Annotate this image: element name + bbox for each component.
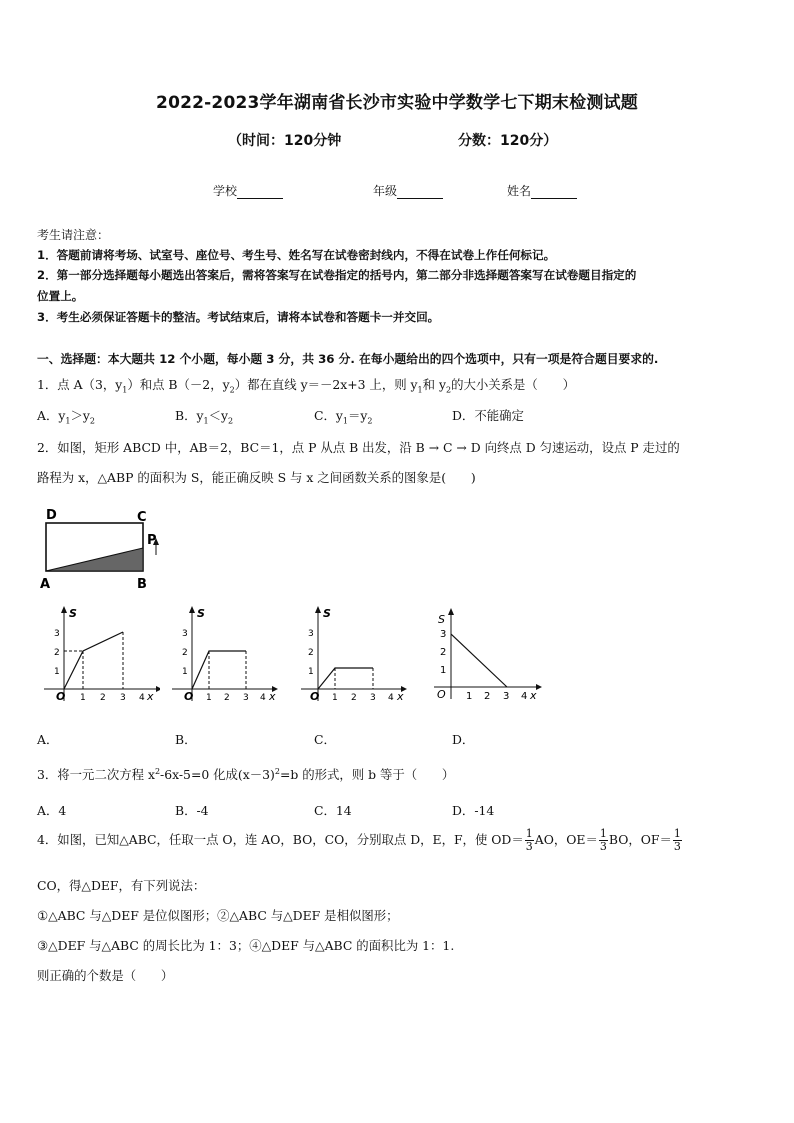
graph-option-c <box>297 605 417 705</box>
q2-option-d[interactable]: D． <box>452 732 475 747</box>
label-p: P <box>147 533 157 548</box>
exam-time: （时间：120分钟 <box>228 133 342 149</box>
svg-text:3: 3 <box>440 629 447 640</box>
q2-option-a[interactable]: A． <box>37 732 59 747</box>
grade-field <box>373 182 443 199</box>
svg-text:O: O <box>56 690 66 703</box>
svg-text:3: 3 <box>54 629 60 639</box>
question-3: 3．将一元二次方程 $x^2-6x-5=0$ 化成$(x-3)^2=b$ 的形式，则 b 等于（ ） <box>37 766 455 782</box>
label-a: A <box>40 577 51 592</box>
question-4-line3: ①△ABC 与△DEF 是位似图形；②△ABC 与△DEF 是相似图形； <box>37 908 399 923</box>
q1-option-d[interactable]: D．不能确定 <box>452 408 524 423</box>
svg-text:x: x <box>530 689 537 702</box>
svg-text:4: 4 <box>139 693 145 703</box>
svg-text:2: 2 <box>440 647 447 658</box>
notice-item: 3．考生必须保证答题卡的整洁。考试结束后，请将本试卷和答题卡一并交回。 <box>37 310 440 324</box>
svg-text:3: 3 <box>120 693 126 703</box>
school-input-line[interactable] <box>237 185 283 199</box>
graph-option-a <box>40 605 160 705</box>
q1-option-b[interactable]: B．$y_1<y_2$ <box>175 408 234 426</box>
name-input-line[interactable] <box>531 185 577 199</box>
svg-text:S: S <box>323 607 331 620</box>
q3-option-b[interactable]: B．-4 <box>175 803 209 818</box>
svg-text:O: O <box>437 688 446 701</box>
svg-text:4: 4 <box>521 691 528 702</box>
name-label: 姓名 <box>507 184 532 198</box>
svg-text:2: 2 <box>351 693 357 703</box>
svg-text:x: x <box>147 690 154 703</box>
grade-label: 年级 <box>373 184 398 198</box>
fraction-one-third: $\frac{1}{3}$ <box>525 827 533 853</box>
question-4-line2: CO，得△DEF，有下列说法： <box>37 878 206 893</box>
page-title: 2022-2023学年湖南省长沙市实验中学数学七下期末检测试题 <box>156 93 638 113</box>
svg-text:2: 2 <box>100 693 106 703</box>
svg-text:2: 2 <box>54 648 60 658</box>
question-4-line4: ③△DEF 与△ABC 的周长比为 1：3；④△DEF 与△ABC 的面积比为 1：1. <box>37 938 455 953</box>
svg-text:S: S <box>69 607 77 620</box>
notice-item: 1．答题前请将考场、试室号、座位号、考生号、姓名写在试卷密封线内，不得在试卷上作任何标记。 <box>37 248 556 262</box>
svg-text:1: 1 <box>54 667 60 677</box>
graph-option-d <box>432 605 552 705</box>
svg-text:2: 2 <box>308 648 314 658</box>
svg-text:3: 3 <box>182 629 188 639</box>
label-d: D <box>46 508 57 523</box>
svg-text:2: 2 <box>224 693 230 703</box>
svg-text:S: S <box>438 613 445 626</box>
notice-heading: 考生请注意： <box>37 228 110 242</box>
exam-score: 分数：120分） <box>458 133 558 149</box>
school-label: 学校 <box>213 184 238 198</box>
section-heading: 一、选择题：本大题共 12 个小题，每小题 3 分，共 36 分. 在每小题给出的四个选项中，只有一项是符合题目要求的. <box>37 352 659 366</box>
school-field <box>213 182 283 199</box>
svg-text:1: 1 <box>206 693 212 703</box>
q3-option-c[interactable]: C．14 <box>314 803 352 818</box>
graph-option-b <box>168 605 288 705</box>
svg-text:1: 1 <box>332 693 338 703</box>
q1-option-a[interactable]: A．$y_1>y_2$ <box>37 408 95 426</box>
label-c: C <box>137 510 147 525</box>
question-2-line1: 2．如图，矩形 ABCD 中，AB＝2，BC＝1，点 P 从点 B 出发，沿 B → C → D 向终点 D 匀速运动，设点 P 走过的 <box>37 440 680 455</box>
q2-option-b[interactable]: B． <box>175 732 197 747</box>
svg-text:3: 3 <box>370 693 376 703</box>
svg-text:3: 3 <box>503 691 510 702</box>
q1-option-c[interactable]: C．$y_1=y_2$ <box>314 408 373 426</box>
name-field <box>507 182 577 199</box>
svg-text:1: 1 <box>182 667 188 677</box>
svg-text:3: 3 <box>243 693 249 703</box>
triangle-abp <box>46 548 143 571</box>
svg-text:2: 2 <box>484 691 491 702</box>
svg-text:4: 4 <box>260 693 266 703</box>
fraction-one-third: $\frac{1}{3}$ <box>599 827 607 853</box>
q3-option-d[interactable]: D．-14 <box>452 803 495 818</box>
notice-item: 2．第一部分选择题每小题选出答案后，需将答案写在试卷指定的括号内，第二部分非选择题答案写在试卷题目指定的 <box>37 268 637 282</box>
notice-item: 位置上。 <box>37 289 84 303</box>
svg-text:1: 1 <box>308 667 314 677</box>
question-2-line2: 路程为 x，△ABP 的面积为 S，能正确反映 S 与 x 之间函数关系的图象是( ) <box>37 470 476 485</box>
question-4-line1: 4．如图，已知△ABC，任取一点 O，连 AO，BO，CO，分别取点 D，E，F，使 OD＝ $\frac{1}{3}$ AO，OE＝ $\frac{1}{3}$ BO，OF＝ $\frac{1}{3}$ <box>37 827 681 853</box>
svg-text:1: 1 <box>466 691 473 702</box>
q2-option-c[interactable]: C． <box>314 732 336 747</box>
svg-text:4: 4 <box>388 693 394 703</box>
svg-text:1: 1 <box>440 665 447 676</box>
question-1: 1．点 A（3，$y_1$）和点 B（－2，$y_2$）都在直线 y＝－2x+3 上，则 $y_1$和 $y_2$的大小关系是（ ） <box>37 377 575 395</box>
grade-input-line[interactable] <box>397 185 443 199</box>
svg-text:x: x <box>269 690 276 703</box>
svg-text:1: 1 <box>80 693 86 703</box>
label-b: B <box>137 577 147 592</box>
rectangle-figure <box>36 500 176 595</box>
q3-option-a[interactable]: A．4 <box>37 803 67 818</box>
svg-text:S: S <box>197 607 205 620</box>
svg-text:x: x <box>397 690 404 703</box>
question-4-line5: 则正确的个数是（ ） <box>37 968 174 983</box>
svg-text:2: 2 <box>182 648 188 658</box>
svg-text:O: O <box>184 690 194 703</box>
fraction-one-third: $\frac{1}{3}$ <box>673 827 681 853</box>
svg-text:3: 3 <box>308 629 314 639</box>
svg-text:O: O <box>310 690 320 703</box>
